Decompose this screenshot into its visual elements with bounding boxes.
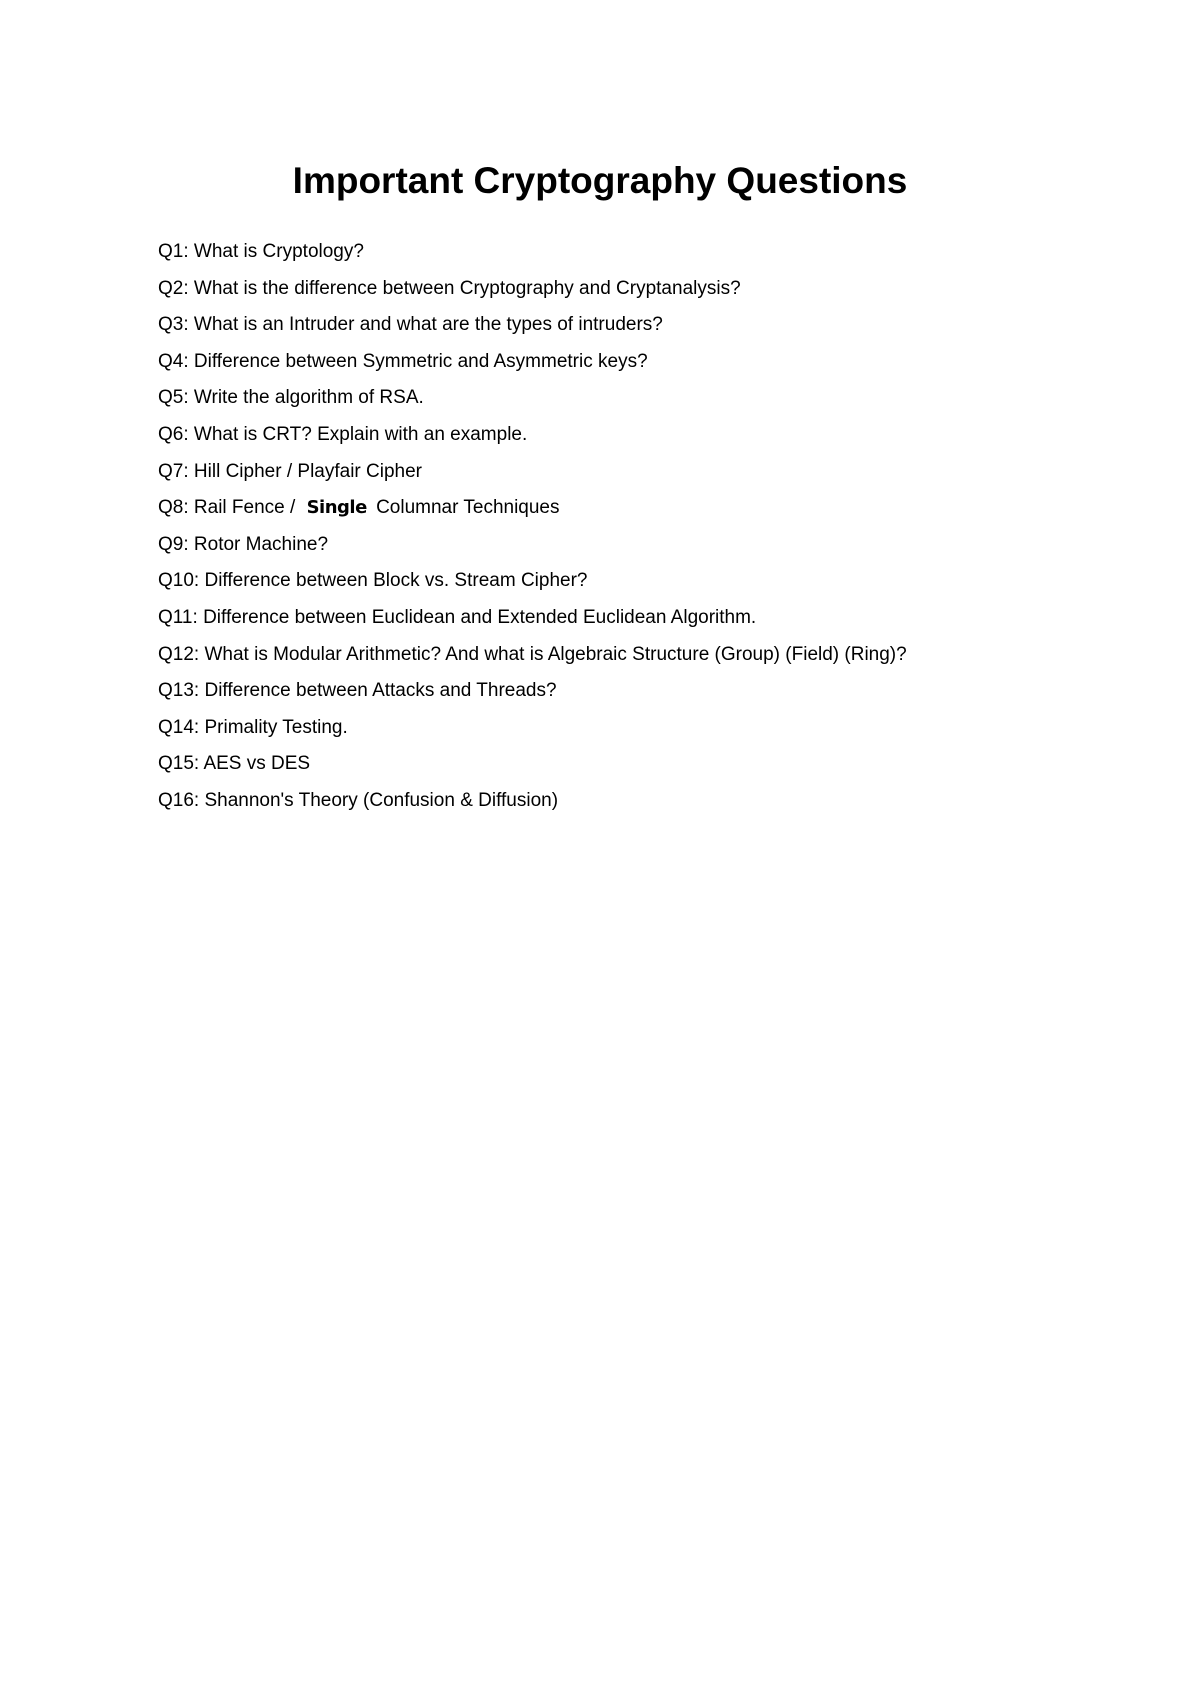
question-text: What is Cryptology? [193, 241, 364, 262]
question-text: What is CRT? Explain with an example. [193, 423, 528, 445]
question-text: Shannon's Theory (Confusion & Diffusion) [204, 789, 559, 811]
question-text: What is Modular Arithmetic? And what is Algebraic Structure (Group) (Field) (Ring)? [204, 643, 907, 665]
question-item: Q10: Difference between Block vs. Stream Cipher? [158, 570, 588, 592]
question-item: Q2: What is the difference between Cryptography and Cryptanalysis? [158, 277, 741, 299]
question-text: What is an Intruder and what are the types of intruders? [193, 314, 663, 336]
question-item: Q3: What is an Intruder and what are the types of intruders? [158, 314, 663, 336]
question-item: Q4: Difference between Symmetric and Asymmetric keys? [158, 350, 648, 372]
question-number: Q7 [158, 460, 184, 482]
question-number: Q8 [158, 497, 184, 519]
question-number: Q5 [158, 387, 184, 409]
question-item: Q8: Rail Fence / Single Columnar Techniques [158, 497, 560, 519]
question-text: Hill Cipher / Playfair Cipher [193, 460, 422, 482]
question-item: Q1: What is Cryptology? [158, 241, 364, 262]
question-item: Q14: Primality Testing. [158, 716, 348, 738]
question-text: Write the algorithm of RSA. [193, 387, 424, 409]
question-number: Q16 [158, 789, 194, 811]
question-text: Difference between Attacks and Threads? [204, 680, 557, 702]
question-text: Difference between Euclidean and Extended Euclidean Algorithm. [203, 606, 757, 628]
question-number: Q4 [158, 350, 184, 372]
question-item: Q11: Difference between Euclidean and Extended Euclidean Algorithm. [158, 606, 757, 628]
question-number: Q6 [158, 423, 184, 445]
question-item: Q13: Difference between Attacks and Threads? [158, 680, 557, 702]
question-number: Q2 [158, 277, 184, 299]
question-number: Q14 [158, 716, 194, 738]
question-number: Q11 [158, 606, 193, 628]
question-number: Q10 [158, 570, 194, 592]
question-text: Difference between Symmetric and Asymmetric keys? [193, 350, 648, 372]
question-item: Q12: What is Modular Arithmetic? And what is Algebraic Structure (Group) (Field) (Ring)? [158, 643, 907, 665]
question-number: Q12 [158, 643, 194, 665]
question-text: Difference between Block vs. Stream Cipher? [204, 570, 588, 592]
question-number: Q15 [158, 753, 194, 775]
question-item: Q9: Rotor Machine? [158, 533, 329, 555]
question-item: Q16: Shannon's Theory (Confusion & Diffusion) [158, 789, 559, 811]
question-number: Q3 [158, 314, 184, 336]
question-text: AES vs DES [203, 753, 311, 775]
inserted-word: Single [306, 497, 367, 519]
question-item: Q5: Write the algorithm of RSA. [158, 387, 424, 409]
question-number: Q1 [158, 241, 184, 262]
question-number: Q13 [158, 680, 194, 702]
question-text-after: Columnar Techniques [376, 497, 560, 519]
question-item: Q6: What is CRT? Explain with an example. [158, 423, 528, 445]
question-text-before: Rail Fence / [193, 497, 296, 519]
question-number: Q9 [158, 533, 184, 555]
document-title: Important Cryptography Questions [292, 160, 908, 201]
question-list [158, 234, 1158, 820]
question-item: Q7: Hill Cipher / Playfair Cipher [158, 460, 422, 482]
question-item: Q15: AES vs DES [158, 753, 311, 775]
question-text: Rotor Machine? [193, 533, 329, 555]
question-text: What is the difference between Cryptography and Cryptanalysis? [193, 277, 741, 299]
question-text: Primality Testing. [204, 716, 348, 738]
